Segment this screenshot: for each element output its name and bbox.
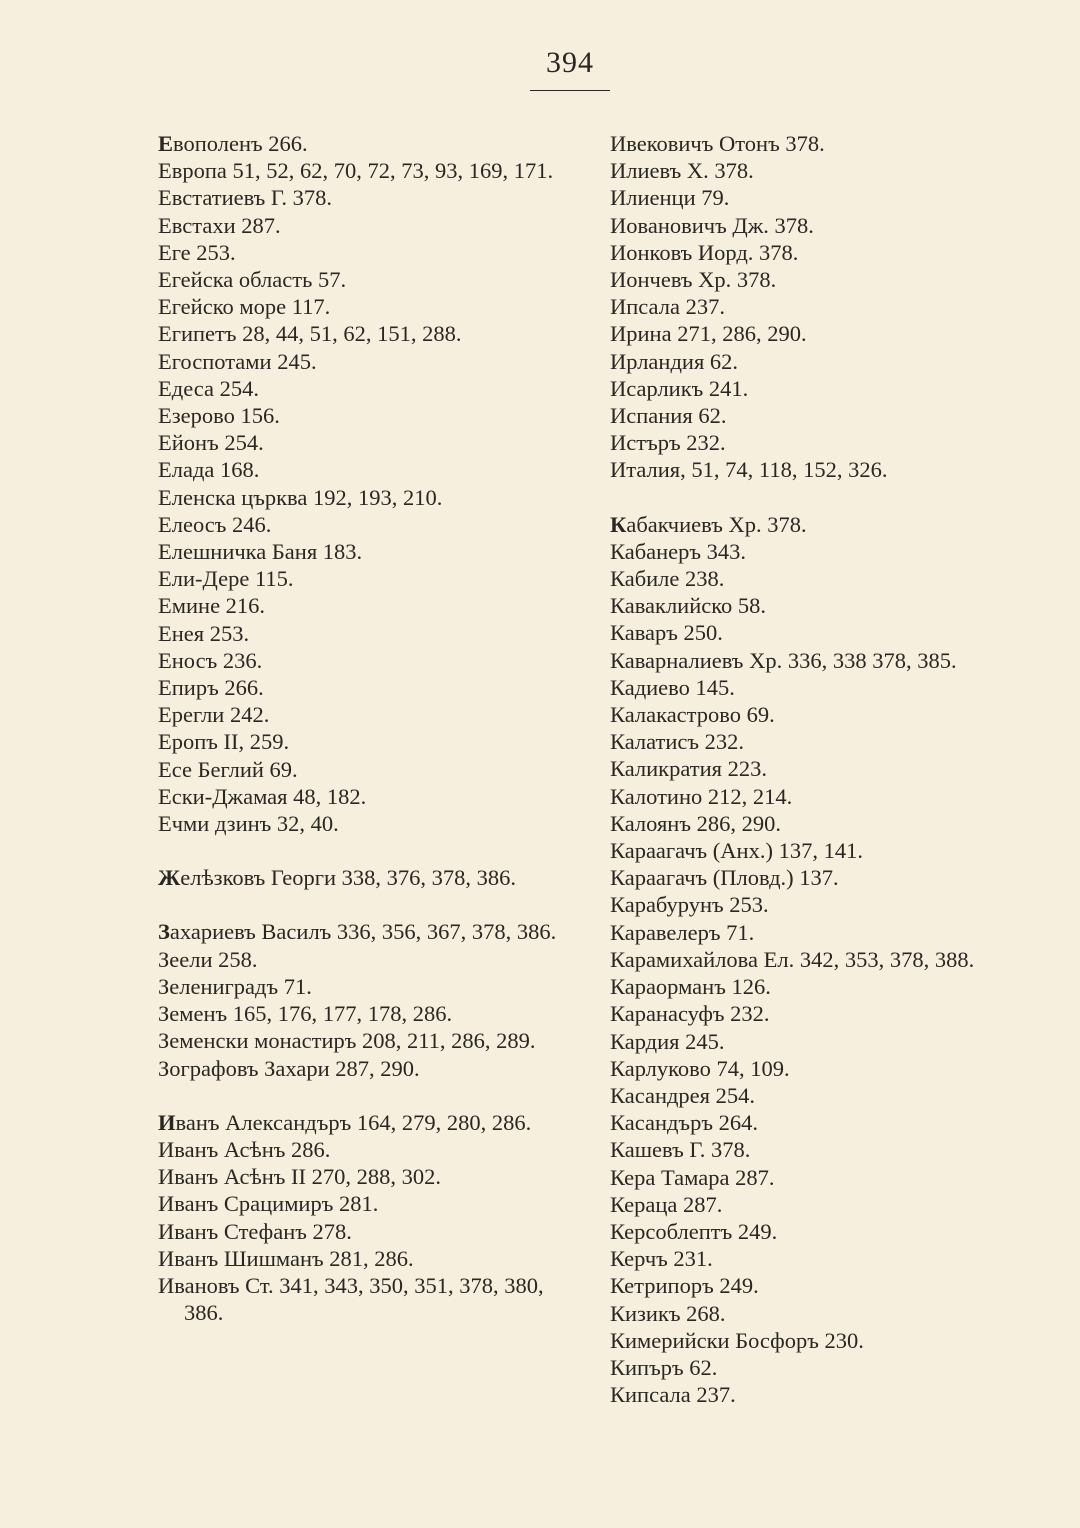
index-entry [610, 891, 1010, 918]
index-entry [610, 1354, 1010, 1381]
index-entry-text: Караорманъ 126. [610, 974, 771, 1000]
index-entry [610, 674, 1010, 701]
index-entry-text: Караагачъ (Пловд.) 137. [610, 865, 839, 891]
index-entry-text: Кера Тамара 287. [610, 1164, 775, 1190]
index-entry [610, 538, 1010, 565]
index-entry [610, 348, 1010, 375]
index-entry [610, 293, 1010, 320]
index-entry [158, 484, 558, 511]
index-entry [158, 212, 558, 239]
index-entry [158, 1000, 558, 1027]
index-entry-text: Кабиле 238. [610, 566, 725, 592]
index-entry-text: Езерово 156. [158, 403, 280, 429]
index-entry-text: Кимерийски Босфоръ 230. [610, 1327, 864, 1353]
index-entry-text: Евстахи 287. [158, 212, 281, 238]
section-initial-letter: Е [158, 131, 174, 156]
index-entry [610, 239, 1010, 266]
index-entry [610, 1109, 1010, 1136]
index-entry-text: Кизикъ 268. [610, 1300, 726, 1326]
index-entry-text: вополенъ 266. [173, 131, 308, 156]
index-entry [158, 1190, 558, 1217]
index-entry-text: Ески-Джамая 48, 182. [158, 783, 367, 809]
index-entry [158, 620, 558, 647]
index-entry-text: Елеосъ 246. [158, 511, 272, 537]
index-entry-text: Земенъ 165, 176, 177, 178, 286. [158, 1001, 453, 1027]
index-entry-text: Караагачъ (Анх.) 137, 141. [610, 838, 863, 864]
index-entry-text: абакчиевъ Хр. 378. [626, 511, 807, 537]
index-entry-text: Каварналиевъ Хр. 336, 338 378, 385. [610, 647, 957, 673]
page-number: 394 [546, 46, 594, 79]
index-entry [158, 1136, 558, 1163]
index-entry [158, 647, 558, 674]
index-entry-text: Иванъ Шишманъ 281, 286. [158, 1245, 414, 1271]
page-number-rule [530, 90, 610, 91]
index-entry [158, 973, 558, 1000]
index-entry-text: Истъръ 232. [610, 430, 726, 456]
index-column-right [610, 130, 1010, 1408]
index-entry [158, 918, 558, 945]
index-entry-text: Зеели 258. [158, 946, 258, 972]
index-entry [158, 1245, 558, 1272]
index-entry [158, 1272, 558, 1326]
index-entry-text: Ипсала 237. [610, 294, 725, 320]
index-entry-text: Енея 253. [158, 620, 250, 646]
index-entry [610, 1191, 1010, 1218]
index-entry [158, 1218, 558, 1245]
index-entry [158, 266, 558, 293]
index-entry [610, 1082, 1010, 1109]
section-gap [610, 484, 1010, 511]
index-entry-text: Ейонъ 254. [158, 430, 264, 456]
index-entry [158, 701, 558, 728]
index-entry-text: Кетрипоръ 249. [610, 1273, 759, 1299]
index-entry [158, 674, 558, 701]
index-entry [610, 810, 1010, 837]
index-entry-text: Илиевъ Х. 378. [610, 158, 754, 184]
index-entry [158, 320, 558, 347]
index-entry-text: Ерегли 242. [158, 702, 270, 728]
index-entry [610, 864, 1010, 891]
index-entry [610, 783, 1010, 810]
index-entry [158, 1027, 558, 1054]
index-entry [158, 864, 558, 891]
index-entry-text: Каранасуфъ 232. [610, 1001, 770, 1027]
index-entry-text: Иванъ Асѣнъ 286. [158, 1136, 331, 1162]
index-entry [610, 1136, 1010, 1163]
index-entry [610, 402, 1010, 429]
index-entry [158, 157, 558, 184]
index-entry-text: Иовановичъ Дж. 378. [610, 212, 814, 238]
section-initial-letter: З [158, 919, 170, 945]
index-entry-text: Еге 253. [158, 239, 236, 265]
index-entry [158, 511, 558, 538]
index-entry [610, 946, 1010, 973]
index-entry-text: Калоянъ 286, 290. [610, 810, 781, 836]
index-entry-text: Каравелеръ 71. [610, 919, 755, 945]
index-entry [610, 157, 1010, 184]
index-entry [610, 755, 1010, 782]
index-entry [610, 701, 1010, 728]
index-entry-text: Еропъ II, 259. [158, 729, 290, 755]
index-entry [610, 456, 1010, 483]
index-entry-text: Касандъръ 264. [610, 1110, 758, 1136]
index-entry [158, 756, 558, 783]
index-entry-text: Иончевъ Хр. 378. [610, 267, 777, 293]
index-entry-text: Каваръ 250. [610, 620, 723, 646]
index-entry [158, 130, 558, 157]
index-entry [610, 728, 1010, 755]
section-gap [158, 1082, 558, 1109]
index-entry [610, 592, 1010, 619]
index-entry-text: Еносъ 236. [158, 647, 263, 673]
index-entry [610, 1327, 1010, 1354]
index-entry [610, 1218, 1010, 1245]
index-entry-text: Кашевъ Г. 378. [610, 1137, 751, 1163]
index-entry [610, 565, 1010, 592]
index-entry-text: Иванъ Стефанъ 278. [158, 1218, 352, 1244]
index-entry-text: Каваклийско 58. [610, 593, 767, 619]
index-entry [158, 456, 558, 483]
index-entry-text: Егоспотами 245. [158, 348, 317, 374]
index-entry-text: Кабанеръ 343. [610, 538, 747, 564]
index-entry [158, 592, 558, 619]
index-entry [610, 837, 1010, 864]
index-entry-text: Иванъ Асѣнъ II 270, 288, 302. [158, 1164, 442, 1190]
index-entry-text: Ивековичъ Отонъ 378. [610, 131, 825, 156]
index-entry-text: Керсоблептъ 249. [610, 1218, 778, 1244]
index-entry [158, 402, 558, 429]
index-entry [158, 1055, 558, 1082]
index-entry-text: Егейско море 117. [158, 294, 331, 320]
index-entry [158, 810, 558, 837]
index-entry-text: Италия, 51, 74, 118, 152, 326. [610, 457, 888, 483]
index-entry [158, 565, 558, 592]
index-entry [610, 1245, 1010, 1272]
index-entry [610, 619, 1010, 646]
index-entry-text: Кадиево 145. [610, 674, 735, 700]
index-entry-text: Египетъ 28, 44, 51, 62, 151, 288. [158, 321, 462, 347]
section-gap [158, 837, 558, 864]
index-entry-text: Елешничка Баня 183. [158, 539, 363, 565]
index-entry [158, 348, 558, 375]
index-entry-text: Земенски монастиръ 208, 211, 286, 289. [158, 1028, 536, 1054]
index-entry [610, 1381, 1010, 1408]
index-entry [158, 375, 558, 402]
index-entry [158, 1109, 558, 1136]
index-entry [158, 783, 558, 810]
index-entry [158, 184, 558, 211]
index-entry-text: Ионковъ Иорд. 378. [610, 239, 799, 265]
index-entry [158, 946, 558, 973]
index-entry [610, 375, 1010, 402]
index-entry [610, 1028, 1010, 1055]
index-entry-text: Епиръ 266. [158, 675, 264, 701]
index-entry-text: Кардия 245. [610, 1028, 725, 1054]
index-entry-text: Зографовъ Захари 287, 290. [158, 1055, 420, 1081]
index-entry-text: Исарликъ 241. [610, 375, 749, 401]
index-entry [610, 1055, 1010, 1082]
index-entry [610, 647, 1010, 674]
index-entry-text: Карлуково 74, 109. [610, 1055, 790, 1081]
index-entry [158, 293, 558, 320]
section-initial-letter: К [610, 511, 627, 537]
index-entry [610, 212, 1010, 239]
index-entry [158, 239, 558, 266]
index-entry-text: Егейска область 57. [158, 267, 347, 293]
index-entry [158, 429, 558, 456]
index-entry-text: Илиенци 79. [610, 185, 730, 211]
index-entry-text: Каликратия 223. [610, 756, 767, 782]
index-entry [610, 130, 1010, 157]
index-entry-text: Елада 168. [158, 457, 260, 483]
index-entry-text: Карабурунъ 253. [610, 892, 769, 918]
index-entry-text: Зелениградъ 71. [158, 973, 312, 999]
index-entry-text: Иванъ Срацимиръ 281. [158, 1191, 379, 1217]
index-entry [610, 919, 1010, 946]
index-entry-text: Еленска църква 192, 193, 210. [158, 484, 443, 510]
index-entry-text: Керчъ 231. [610, 1246, 713, 1272]
index-entry-text: Кераца 287. [610, 1191, 723, 1217]
index-entry-text: ванъ Александъръ 164, 279, 280, 286. [175, 1109, 532, 1135]
index-entry-text: Кипсала 237. [610, 1382, 736, 1408]
index-entry [610, 1272, 1010, 1299]
index-entry [610, 184, 1010, 211]
index-entry-text: Ивановъ Ст. 341, 343, 350, 351, 378, 380, 386. [158, 1272, 544, 1326]
section-initial-letter: Ж [158, 865, 181, 891]
index-entry [610, 1000, 1010, 1027]
index-entry-text: Ели-Дере 115. [158, 566, 294, 592]
index-entry-text: Ирина 271, 286, 290. [610, 321, 807, 347]
index-entry [610, 1164, 1010, 1191]
index-entry-text: Европа 51, 52, 62, 70, 72, 73, 93, 169, 171. [158, 158, 554, 184]
index-entry [610, 973, 1010, 1000]
index-entry-text: Едеса 254. [158, 375, 259, 401]
index-entry-text: Кипъръ 62. [610, 1354, 718, 1380]
index-entry [610, 320, 1010, 347]
index-entry-text: Калакастрово 69. [610, 702, 775, 728]
index-entry-text: Евстатиевъ Г. 378. [158, 185, 333, 211]
index-entry-text: Емине 216. [158, 593, 266, 619]
index-entry [158, 728, 558, 755]
index-column-left [158, 130, 558, 1326]
index-entry [158, 538, 558, 565]
index-entry-text: Испания 62. [610, 403, 727, 429]
index-entry [158, 1163, 558, 1190]
section-initial-letter: И [158, 1109, 176, 1135]
index-entry [610, 511, 1010, 538]
index-entry-text: Ирландия 62. [610, 348, 739, 374]
index-entry-text: Есе Беглий 69. [158, 756, 298, 782]
index-entry-text: елѣзковъ Георги 338, 376, 378, 386. [180, 865, 516, 891]
index-entry-text: Карамихайлова Ел. 342, 353, 378, 388. [610, 946, 975, 972]
index-entry-text: Калатисъ 232. [610, 729, 745, 755]
index-entry [610, 429, 1010, 456]
index-entry-text: Калотино 212, 214. [610, 783, 793, 809]
section-gap [158, 891, 558, 918]
index-entry [610, 266, 1010, 293]
index-entry [610, 1300, 1010, 1327]
index-entry-text: ахариевъ Василъ 336, 356, 367, 378, 386. [169, 919, 557, 945]
index-entry-text: Касандрея 254. [610, 1082, 756, 1108]
index-entry-text: Ечми дзинъ 32, 40. [158, 811, 339, 837]
